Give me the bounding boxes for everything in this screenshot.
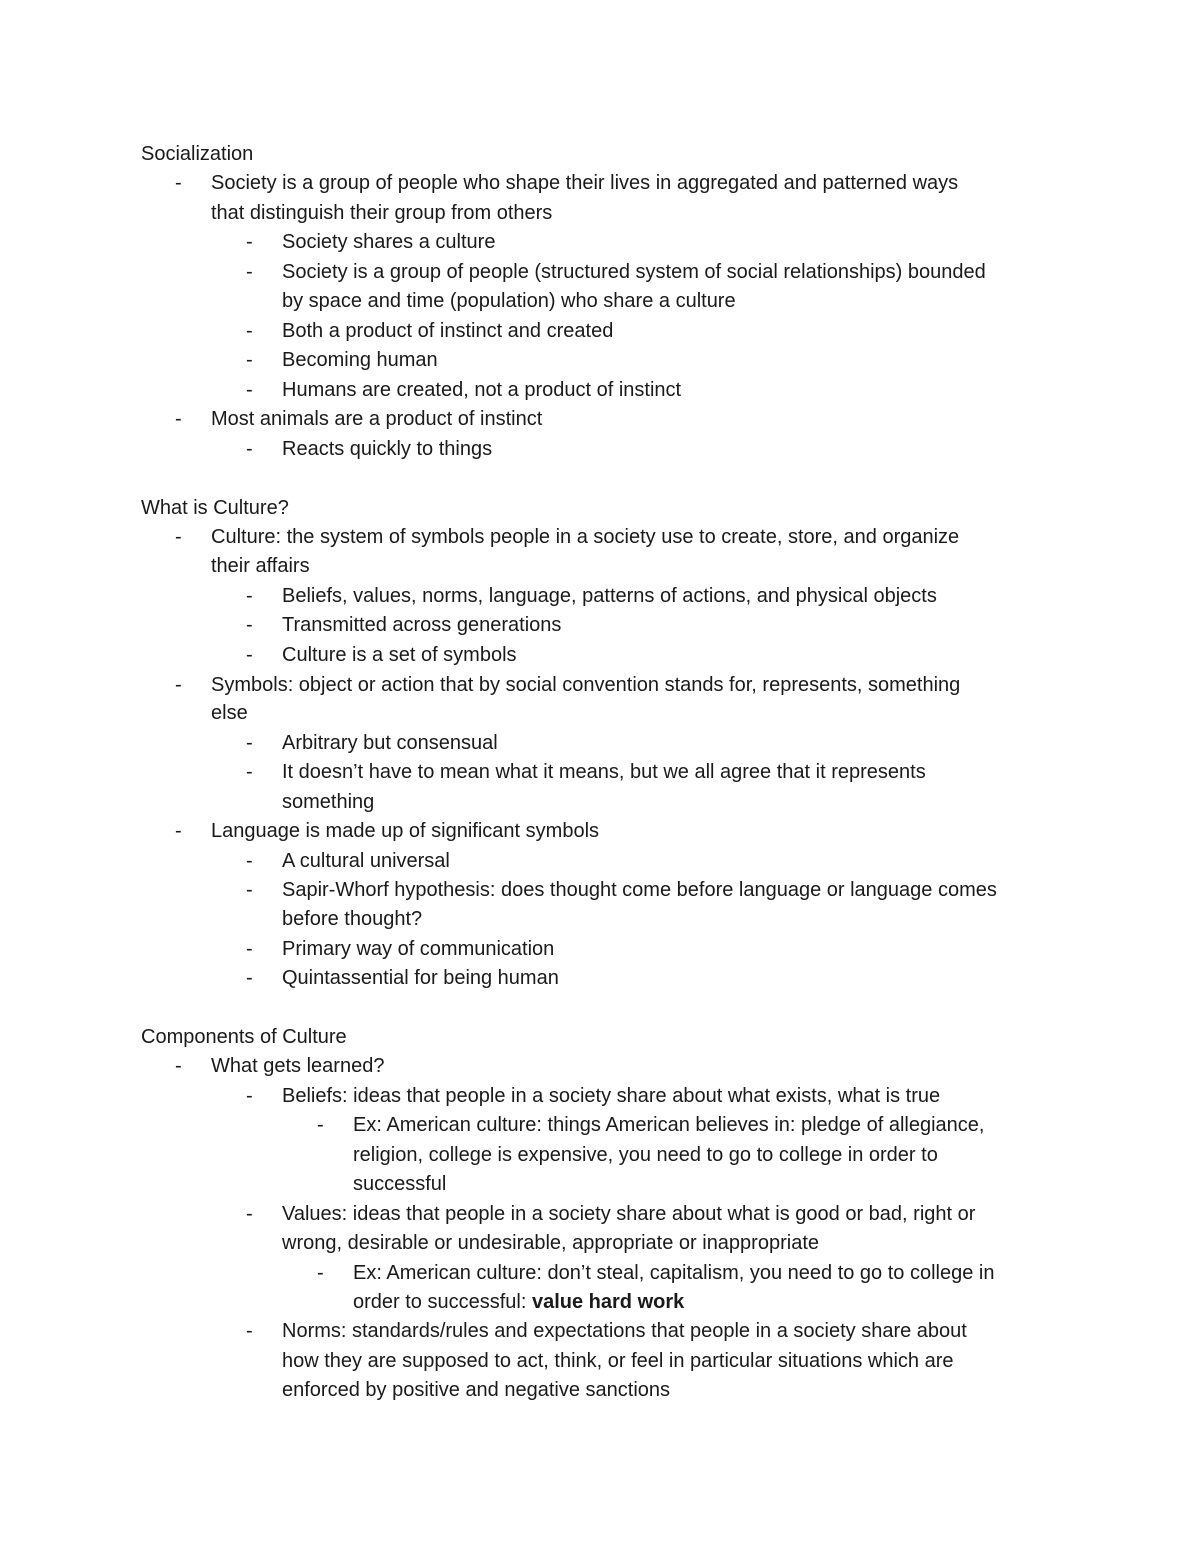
bullet-dash: -: [175, 408, 182, 430]
bullet-dash: -: [246, 231, 253, 253]
bullet-dash: -: [246, 938, 253, 960]
section-heading-socialization: Socialization: [141, 143, 254, 165]
list-item: Ex: American culture: don’t steal, capitalism, you need to go to college in: [353, 1262, 995, 1284]
bullet-dash: -: [246, 1320, 253, 1342]
list-item: Transmitted across generations: [282, 614, 562, 636]
bullet-dash: -: [246, 349, 253, 371]
list-item: Beliefs, values, norms, language, patterns of actions, and physical objects: [282, 585, 937, 607]
list-item: Arbitrary but consensual: [282, 732, 498, 754]
section-heading-components-of-culture: Components of Culture: [141, 1026, 347, 1048]
list-item-continuation: [353, 1288, 684, 1318]
list-item-continuation: before thought?: [282, 908, 423, 930]
list-item: Norms: standards/rules and expectations that people in a society share about: [282, 1320, 967, 1342]
list-item: Becoming human: [282, 349, 438, 371]
list-item-continuation: religion, college is expensive, you need to go to college in order to: [353, 1144, 938, 1166]
bullet-dash: -: [246, 850, 253, 872]
bullet-dash: -: [246, 261, 253, 283]
bullet-dash: -: [175, 820, 182, 842]
list-item: Language is made up of significant symbols: [211, 820, 600, 842]
bullet-dash: -: [175, 172, 182, 194]
list-item: Culture: the system of symbols people in a society use to create, store, and organize: [211, 526, 960, 548]
list-item: Reacts quickly to things: [282, 438, 493, 460]
bullet-dash: -: [246, 1085, 253, 1107]
bullet-dash: -: [317, 1114, 324, 1136]
bullet-dash: -: [175, 674, 182, 696]
list-item-continuation: something: [282, 791, 375, 813]
list-item: Values: ideas that people in a society share about what is good or bad, right or: [282, 1203, 976, 1225]
list-item: Society is a group of people (structured system of social relationships) bounded: [282, 261, 986, 283]
list-item: Symbols: object or action that by social convention stands for, represents, something: [211, 674, 961, 696]
bullet-dash: -: [246, 1203, 253, 1225]
bullet-dash: -: [246, 320, 253, 342]
list-item: Society is a group of people who shape their lives in aggregated and patterned ways: [211, 172, 959, 194]
list-item-continuation: by space and time (population) who share a culture: [282, 290, 736, 312]
list-item-continuation: successful: [353, 1173, 447, 1195]
bullet-dash: -: [246, 644, 253, 666]
list-item-continuation: how they are supposed to act, think, or feel in particular situations which are: [282, 1350, 954, 1372]
list-item-continuation: wrong, desirable or undesirable, appropriate or inappropriate: [282, 1232, 819, 1254]
bullet-dash: -: [246, 732, 253, 754]
list-item: Beliefs: ideas that people in a society share about what exists, what is true: [282, 1085, 941, 1107]
list-item-continuation: else: [211, 702, 248, 724]
bullet-dash: -: [246, 438, 253, 460]
emphasis-bold: value hard work: [531, 1291, 685, 1313]
bullet-dash: -: [317, 1262, 324, 1284]
bullet-dash: -: [175, 1055, 182, 1077]
list-item-text: order to successful:: [353, 1291, 532, 1313]
list-item: Society shares a culture: [282, 231, 496, 253]
list-item-continuation: enforced by positive and negative sanctions: [282, 1379, 671, 1401]
bullet-dash: -: [246, 761, 253, 783]
list-item-continuation: that distinguish their group from others: [211, 202, 553, 224]
bullet-dash: -: [246, 967, 253, 989]
list-item: Quintassential for being human: [282, 967, 559, 989]
list-item: Both a product of instinct and created: [282, 320, 614, 342]
list-item: Sapir-Whorf hypothesis: does thought come before language or language comes: [282, 879, 997, 901]
list-item: What gets learned?: [211, 1055, 385, 1077]
section-heading-what-is-culture: What is Culture?: [141, 497, 289, 519]
bullet-dash: -: [246, 879, 253, 901]
list-item: Most animals are a product of instinct: [211, 408, 543, 430]
bullet-dash: -: [246, 585, 253, 607]
bullet-dash: -: [175, 526, 182, 548]
list-item: Humans are created, not a product of instinct: [282, 379, 682, 401]
list-item-continuation: their affairs: [211, 555, 310, 577]
bullet-dash: -: [246, 614, 253, 636]
list-item: It doesn’t have to mean what it means, but we all agree that it represents: [282, 761, 926, 783]
list-item: Primary way of communication: [282, 938, 555, 960]
bullet-dash: -: [246, 379, 253, 401]
list-item: Culture is a set of symbols: [282, 644, 517, 666]
list-item: Ex: American culture: things American believes in: pledge of allegiance,: [353, 1114, 985, 1136]
list-item: A cultural universal: [282, 850, 450, 872]
